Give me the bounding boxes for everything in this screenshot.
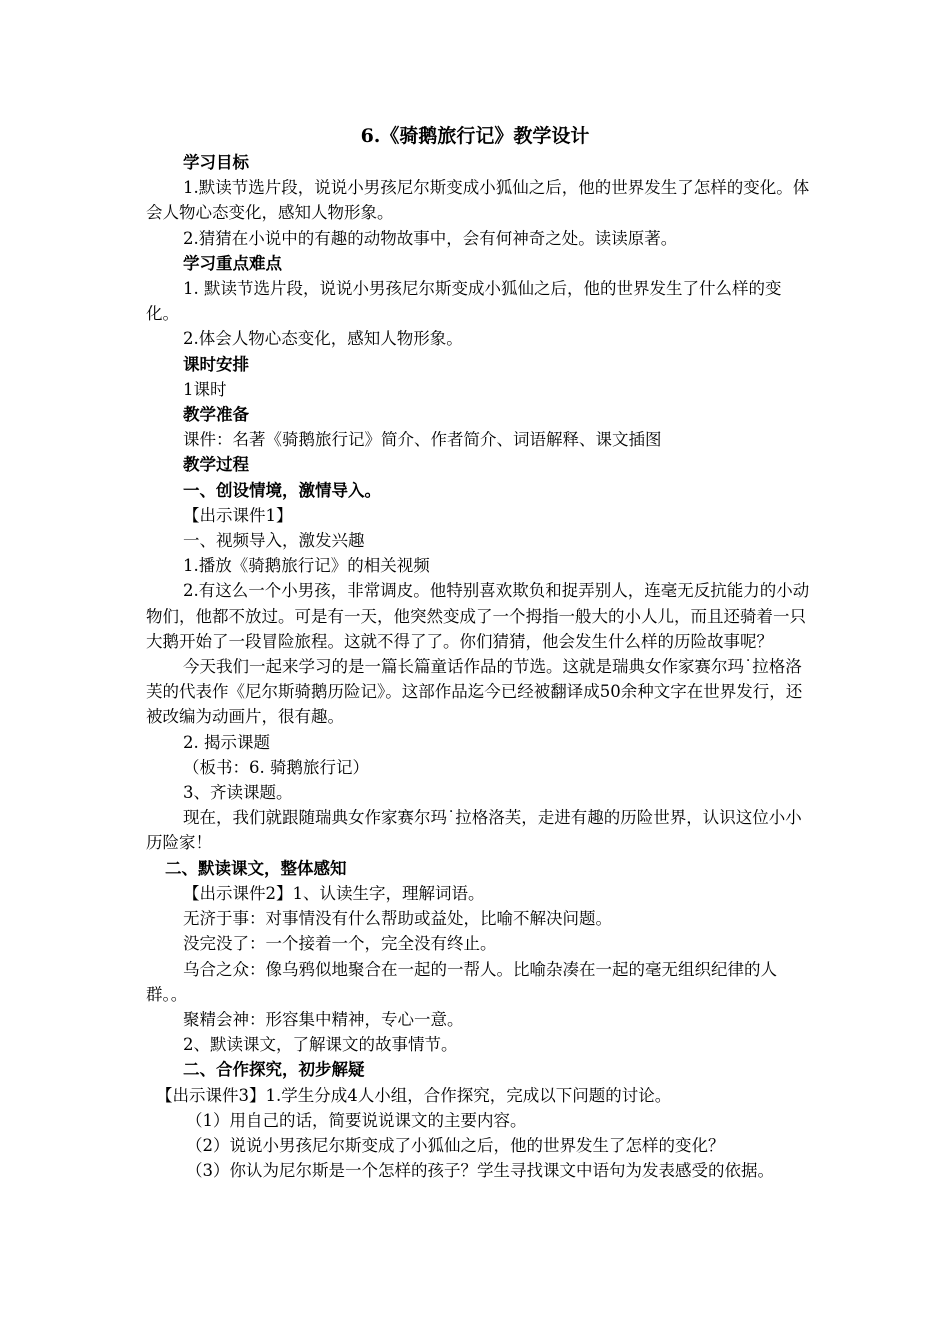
paragraph: 1.播放《骑鹅旅行记》的相关视频 — [183, 556, 430, 576]
paragraph: 没完没了：一个接着一个，完全没有终止。 — [183, 934, 497, 954]
paragraph: 聚精会神：形容集中精神，专心一意。 — [183, 1009, 464, 1029]
paragraph: 教学过程 — [183, 455, 249, 475]
paragraph: 二、合作探究，初步解疑 — [183, 1060, 365, 1080]
paragraph: 1课时 — [183, 379, 227, 399]
paragraph: 3、齐读课题。 — [183, 783, 293, 803]
paragraph: 乌合之众：像乌鸦似地聚合在一起的一帮人。比喻杂凑在一起的毫无组织纪律的人群。。 — [146, 959, 777, 1004]
paragraph: 学习重点难点 — [183, 253, 282, 273]
paragraph: 2、默读课文，了解课文的故事情节。 — [183, 1035, 458, 1055]
paragraph: 一、创设情境，激情导入。 — [183, 480, 381, 500]
paragraph: 学习目标 — [183, 153, 249, 172]
paragraph: 1. 默读节选片段，说说小男孩尼尔斯变成小狐仙之后，他的世界发生了什么样的变化。 — [146, 279, 782, 324]
paragraph: 教学准备 — [183, 405, 249, 425]
paragraph: （3）你认为尼尔斯是一个怎样的孩子？学生寻找课文中语句为发表感受的依据。 — [186, 1161, 774, 1181]
paragraph: 1.默读节选片段，说说小男孩尼尔斯变成小狐仙之后，他的世界发生了怎样的变化。体会人物心态变化，感知人物形象。 — [146, 178, 810, 223]
paragraph: 【出示课件1】 — [183, 505, 293, 525]
paragraph: （2）说说小男孩尼尔斯变成了小狐仙之后，他的世界发生了怎样的变化？ — [186, 1135, 725, 1155]
paragraph: 二、默读课文，整体感知 — [165, 858, 347, 878]
paragraph: 今天我们一起来学习的是一篇长篇童话作品的节选。这就是瑞典女作家赛尔玛˙拉格洛芙的代表作《尼尔斯骑鹅历险记》。这部作品迄今已经被翻译成50余种文字在世界发行，还被改编为动画片，很有趣。 — [146, 657, 803, 727]
paragraph: 2.猜猜在小说中的有趣的动物故事中，会有何神奇之处。读读原著。 — [183, 228, 678, 248]
document-title: 6.《骑鹅旅行记》教学设计 — [360, 125, 590, 147]
paragraph: 2.有这么一个小男孩，非常调皮。他特别喜欢欺负和捉弄别人，连毫无反抗能力的小动物们，他都不放过。可是有一天，他突然变成了一个拇指一般大的小人儿，而且还骑着一只大鹅开始了一段冒险旅程。这就不得了了。你们猜猜，他会发生什么样的历险故事呢？ — [146, 581, 810, 651]
document-body — [146, 150, 810, 1183]
paragraph: 2.体会人物心态变化，感知人物形象。 — [183, 329, 463, 349]
paragraph: 【出示课件3】1.学生分成4人小组，合作探究，完成以下问题的讨论。 — [156, 1085, 672, 1105]
paragraph: 无济于事：对事情没有什么帮助或益处，比喻不解决问题。 — [183, 909, 612, 929]
paragraph: （板书：6. 骑鹅旅行记） — [183, 757, 369, 777]
paragraph: 课时安排 — [183, 354, 249, 374]
paragraph: 现在，我们就跟随瑞典女作家赛尔玛˙拉格洛芙，走进有趣的历险世界，认识这位小小历险家！ — [146, 808, 802, 853]
paragraph: 【出示课件2】1、认读生字，理解词语。 — [183, 883, 485, 903]
paragraph: 一、视频导入，激发兴趣 — [183, 531, 365, 551]
paragraph: 课件：名著《骑鹅旅行记》简介、作者简介、词语解释、课文插图 — [183, 430, 662, 450]
paragraph: 2. 揭示课题 — [183, 732, 270, 752]
paragraph: （1）用自己的话，简要说说课文的主要内容。 — [186, 1110, 527, 1130]
